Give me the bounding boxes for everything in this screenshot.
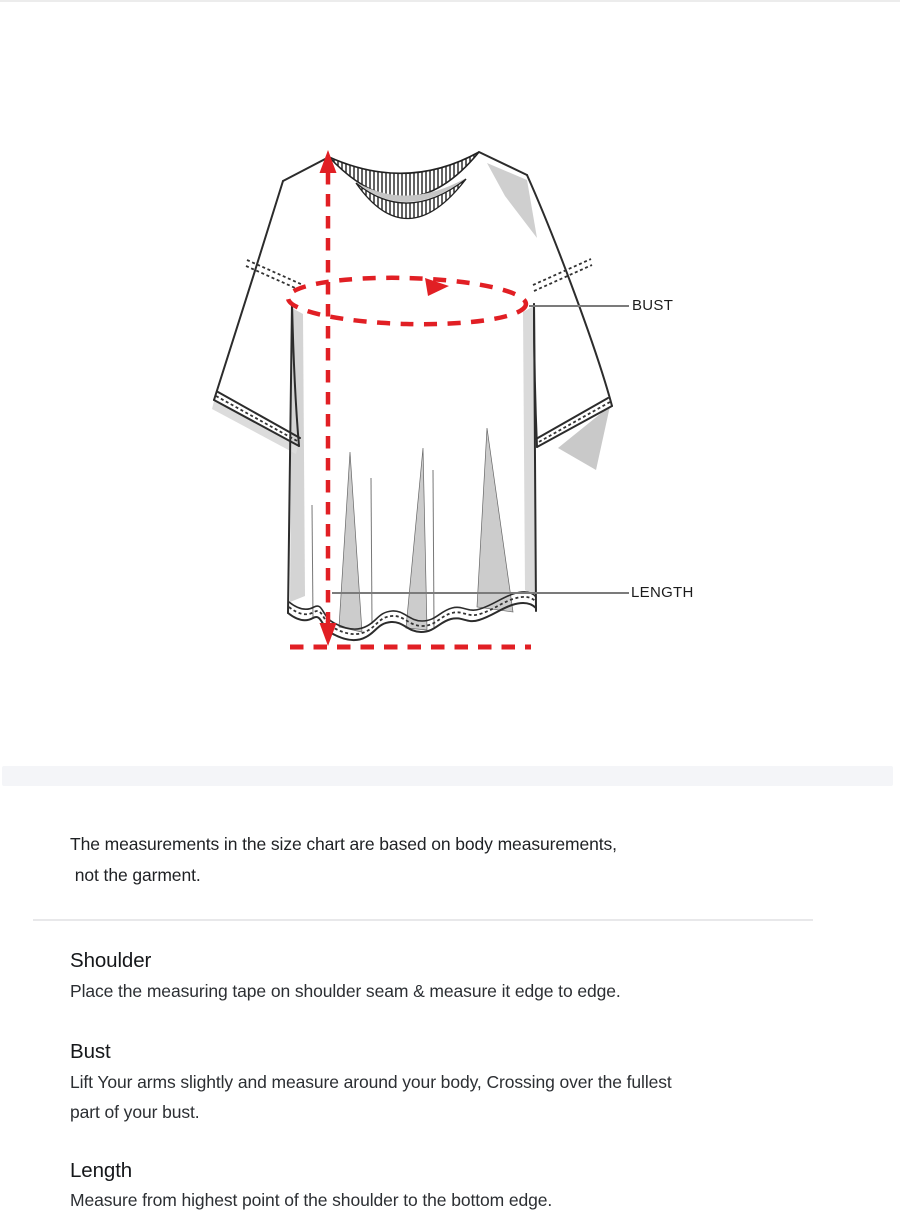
section-separator-band <box>2 766 893 786</box>
shoulder-description: Place the measuring tape on shoulder seam & measure it edge to edge. <box>70 981 621 1001</box>
bust-diagram-label: BUST <box>632 297 674 314</box>
length-diagram-label: LENGTH <box>631 584 694 601</box>
hem-folds <box>339 428 513 632</box>
bust-description-line2: part of your bust. <box>70 1102 200 1122</box>
length-description: Measure from highest point of the shoulder to the bottom edge. <box>70 1190 553 1210</box>
measurement-note-line2: not the garment. <box>70 865 201 885</box>
collar <box>329 152 479 219</box>
length-heading: Length <box>70 1159 133 1182</box>
bust-heading: Bust <box>70 1040 111 1063</box>
bust-description-line1: Lift Your arms slightly and measure around your body, Crossing over the fullest <box>70 1072 672 1092</box>
measurement-note-line1: The measurements in the size chart are based on body measurements, <box>70 834 617 854</box>
note-divider <box>33 919 813 921</box>
shoulder-heading: Shoulder <box>70 949 152 972</box>
